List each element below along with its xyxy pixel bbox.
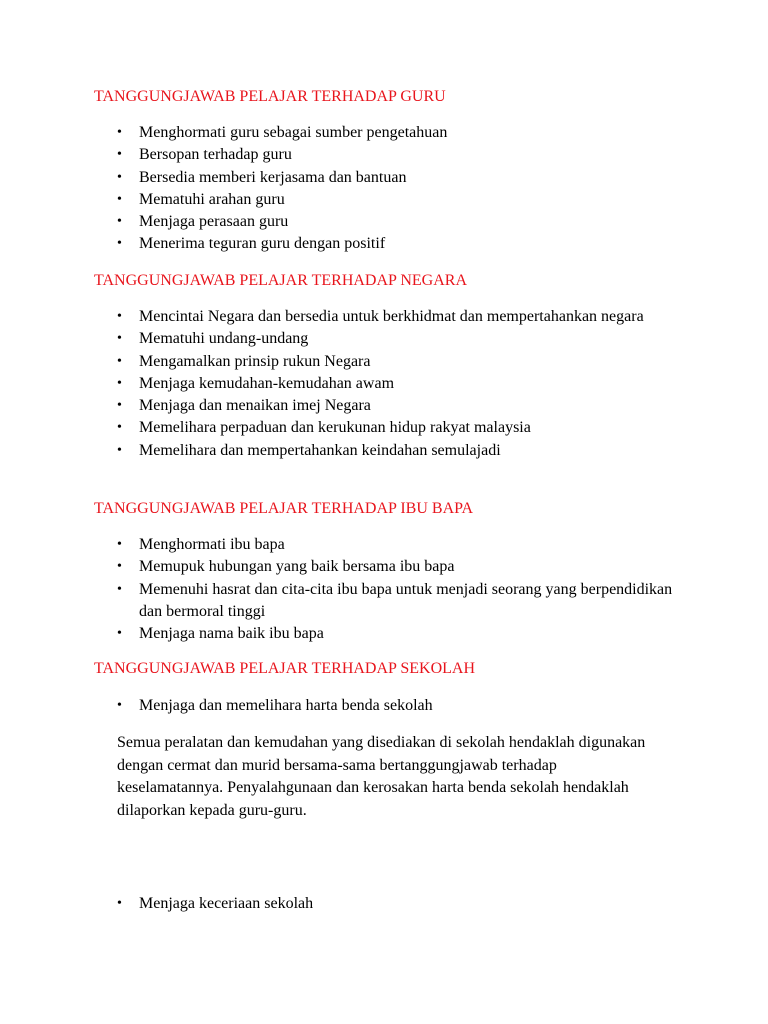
heading-negara: TANGGUNGJAWAB PELAJAR TERHADAP NEGARA [94,272,467,289]
bullet-icon: • [117,375,122,391]
list-item [0,328,679,350]
bullet-icon: • [117,698,122,713]
heading-guru: TANGGUNGJAWAB PELAJAR TERHADAP GURU [94,88,446,105]
sekolah-paragraph: Semua peralatan dan kemudahan yang disediakan di sekolah hendaklah digunakan dengan cermat dan murid bersama-sama bertanggungjawab terhadap keselamatannya. Penyalahgunaan dan kerosakan harta benda sekolah hendaklah dilaporkan kepada guru-guru. [117,734,646,819]
list-item-text: Menjaga kemudahan-kemudahan awam [139,374,395,392]
list-item [0,373,679,395]
list-item-text: Mematuhi undang-undang [139,330,309,348]
list-item [0,534,679,556]
list-item-text: Mencintai Negara dan bersedia untuk berkhidmat dan mempertahankan negara [139,308,644,325]
list-item [0,144,679,166]
bullet-icon: • [117,581,122,597]
list-item-text: Menjaga perasaan guru [139,213,289,231]
list-item-text: Memupuk hubungan yang baik bersama ibu bapa [139,558,455,576]
list-item [0,306,679,328]
list-item-text: Memelihara perpaduan dan kerukunan hidup rakyat malaysia [139,419,531,437]
list-item-text: Menjaga dan memelihara harta benda sekolah [139,697,433,714]
list-item [0,233,679,255]
list-item [0,623,679,645]
bullet-icon: • [117,214,122,230]
list-item-text: Menjaga keceriaan sekolah [139,895,314,912]
list-item [0,211,679,233]
list-negara [0,306,768,462]
bullet-icon: • [117,896,122,911]
bullet-icon: • [117,309,122,324]
bullet-icon: • [117,537,122,552]
bullet-icon: • [117,559,122,575]
list-item-text: Bersedia memberi kerjasama dan bantuan [139,168,407,186]
list-item-text: Memelihara dan mempertahankan keindahan semulajadi [139,441,501,459]
heading-sekolah: TANGGUNGJAWAB PELAJAR TERHADAP SEKOLAH [94,660,475,677]
list-item [0,417,679,439]
heading-ibu-bapa: TANGGUNGJAWAB PELAJAR TERHADAP IBU BAPA [94,500,474,517]
bullet-icon: • [117,420,122,436]
list-item-text: Memenuhi hasrat dan cita-cita ibu bapa untuk menjadi seorang yang berpendidikan dan bermoral tinggi [139,580,673,620]
bullet-icon: • [117,626,122,642]
list-item-text: Mengamalkan prinsip rukun Negara [139,352,371,370]
list-item-text: Mematuhi arahan guru [139,190,285,208]
list-item [0,893,679,915]
list-item [0,351,679,373]
bullet-icon: • [117,169,122,185]
list-item-text: Menjaga dan menaikan imej Negara [139,397,371,415]
bullet-icon: • [117,353,122,369]
list-sekolah [0,695,768,717]
bullet-icon: • [117,398,122,414]
list-ibu-bapa [0,534,768,645]
list-guru [0,122,768,256]
list-item [0,167,679,189]
bullet-icon: • [117,331,122,347]
list-item [0,189,679,211]
list-item [0,695,679,717]
bullet-icon: • [117,147,122,163]
list-item [0,395,679,417]
list-item-text: Bersopan terhadap guru [139,146,292,164]
list-item [0,122,679,144]
list-item [0,556,679,578]
list-item [0,440,679,462]
bullet-icon: • [117,125,122,140]
list-item-text: Menghormati guru sebagai sumber pengetahuan [139,124,448,141]
list-item-text: Menerima teguran guru dengan positif [139,235,386,253]
list-item-text: Menghormati ibu bapa [139,536,285,553]
bullet-icon: • [117,191,122,207]
bullet-icon: • [117,236,122,252]
list-sekolah-after [0,893,768,915]
list-item [0,579,679,624]
list-item-text: Menjaga nama baik ibu bapa [139,625,324,643]
bullet-icon: • [117,442,122,458]
